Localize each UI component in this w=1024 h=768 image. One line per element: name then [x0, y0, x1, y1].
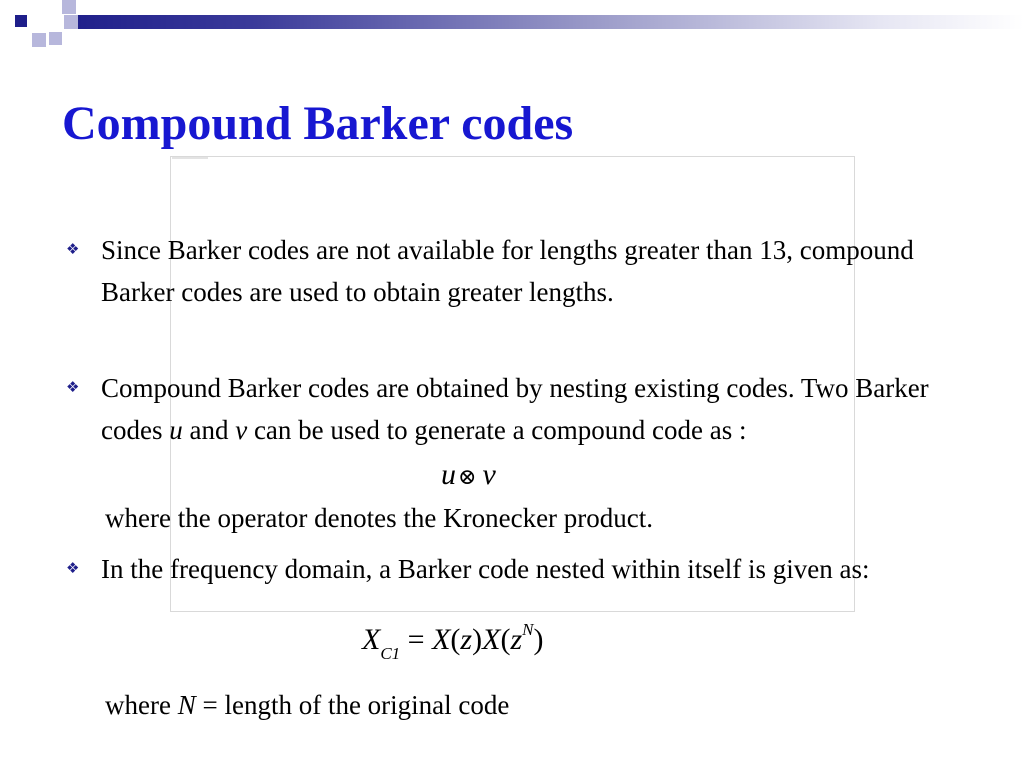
diamond-bullet-icon: ❖ — [66, 378, 80, 396]
formula-paren: ( — [450, 623, 461, 656]
frequency-domain-formula — [362, 620, 543, 664]
bullet-text: Since Barker codes are not available for lengths greater than 13, compound Barker codes are used to obtain greater lengths. — [101, 235, 914, 307]
formula-rhs-x1: X — [432, 623, 451, 656]
bullet-text — [101, 367, 946, 451]
formula-paren: ( — [500, 623, 511, 656]
note-suffix: = length of the original code — [195, 690, 510, 720]
formula-z1: z — [460, 623, 473, 656]
formula-var-v: v — [482, 458, 496, 491]
formula-equals: = — [407, 623, 425, 656]
frame-marker — [172, 157, 208, 159]
variable-u: u — [169, 415, 183, 445]
formula-paren: ) — [533, 623, 544, 656]
bullet-text-part: can be used to generate a compound code as : — [247, 415, 747, 445]
formula-rhs-x2: X — [482, 623, 501, 656]
corner-square-light — [49, 32, 62, 45]
bullet-item — [66, 548, 946, 590]
header-gradient-bar — [64, 15, 1024, 29]
formula-lhs: X — [362, 623, 381, 656]
variable-n: N — [177, 690, 196, 720]
corner-square-light — [32, 33, 46, 47]
formula-lhs-subscript: C1 — [380, 644, 401, 663]
bullet-text-part: and — [182, 415, 236, 445]
kronecker-note: where the operator denotes the Kronecker product. — [105, 503, 654, 533]
length-note — [105, 690, 509, 721]
slide-title: Compound Barker codes — [62, 97, 574, 150]
bullet-item — [66, 229, 946, 313]
kronecker-formula — [441, 458, 496, 492]
note-prefix: where — [105, 690, 178, 720]
bullet-item — [66, 367, 946, 451]
bullet-text-part: Compound Barker codes are obtained by nesting existing codes. Two Barker codes — [101, 373, 929, 445]
kronecker-operator: ⊗ — [458, 465, 477, 490]
formula-z2: z — [510, 623, 523, 656]
corner-square-light — [62, 0, 76, 14]
formula-superscript-n: N — [522, 620, 534, 639]
formula-paren: ) — [472, 623, 483, 656]
diamond-bullet-icon: ❖ — [66, 240, 80, 258]
bullet-text: In the frequency domain, a Barker code nested within itself is given as: — [101, 554, 870, 584]
corner-square-dark — [15, 15, 27, 27]
variable-v: v — [235, 415, 248, 445]
diamond-bullet-icon: ❖ — [66, 559, 80, 577]
formula-var-u: u — [441, 458, 456, 491]
corner-square-light — [64, 15, 78, 29]
